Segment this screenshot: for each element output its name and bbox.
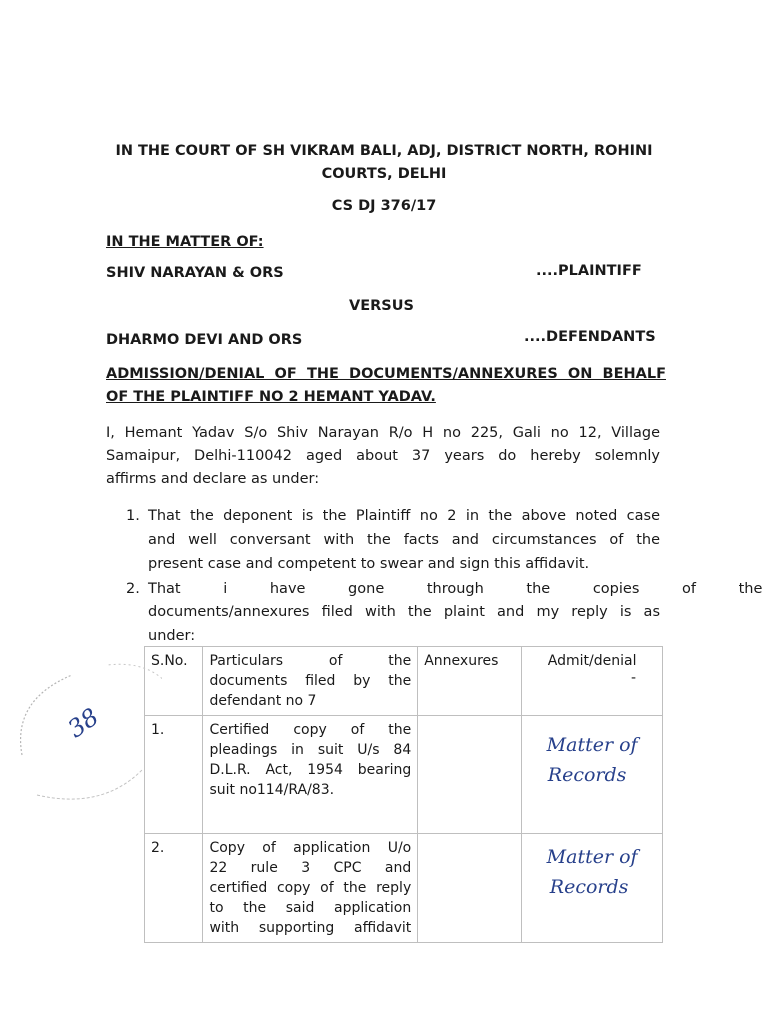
row-1-handwriting-line1: Matter of	[546, 734, 638, 756]
row-2-handwriting-line1: Matter of	[546, 846, 638, 868]
point-1-line3: present case and competent to swear and sign this affidavit.	[148, 556, 590, 572]
table-row	[145, 834, 663, 943]
header-annexures	[418, 647, 522, 716]
header-annexures-text: Annexures	[424, 653, 499, 669]
row-1-line3: D.L.R. Act, 1954 bearing	[209, 762, 412, 778]
point-1-line2: and well conversant with the facts and circumstances of the	[148, 532, 660, 548]
document-title-line2: OF THE PLAINTIFF NO 2 HEMANT YADAV.	[106, 389, 436, 405]
header-particulars-line3: defendant no 7	[209, 693, 317, 709]
header-particulars	[203, 647, 418, 716]
point-2-line3: under:	[148, 628, 196, 644]
row-2-line4: to the said application	[209, 900, 412, 916]
row-2-annexures	[418, 834, 522, 943]
row-1-admit-denial	[522, 716, 663, 834]
plaintiff-role: ....PLAINTIFF	[536, 263, 642, 279]
versus-label: VERSUS	[349, 298, 414, 314]
court-heading-line2: COURTS, DELHI	[321, 166, 447, 182]
row-2-line1: Copy of application U/o	[209, 840, 412, 856]
intro-line3: affirms and declare as under:	[106, 471, 320, 487]
header-particulars-line1: Particulars of the	[209, 653, 412, 669]
row-2-handwriting-line2: Records	[549, 876, 629, 898]
point-2-line2: documents/annexures filed with the plaint and my reply is as	[148, 604, 660, 620]
point-2-number: 2.	[126, 581, 140, 597]
row-1-sno: 1.	[145, 716, 203, 834]
header-admit-denial	[522, 647, 663, 716]
row-2-sno: 2.	[145, 834, 203, 943]
point-1-line1: That the deponent is the Plaintiff no 2 in the above noted case	[148, 508, 660, 524]
plaintiff-name: SHIV NARAYAN & ORS	[106, 265, 284, 281]
header-admit-mark: -	[630, 670, 636, 686]
header-admit-text: Admit/denial	[547, 653, 637, 669]
defendant-name: DHARMO DEVI AND ORS	[106, 332, 303, 348]
documents-table	[144, 646, 663, 943]
row-2-line2: 22 rule 3 CPC and	[209, 860, 412, 876]
point-2-line1: That i have gone through the copies of the	[148, 581, 763, 597]
row-2-line5: with supporting affidavit	[209, 920, 412, 936]
row-2-particulars	[203, 834, 418, 943]
document-title-line1: ADMISSION/DENIAL OF THE DOCUMENTS/ANNEXURES ON BEHALF	[106, 366, 666, 382]
table-header-row	[145, 647, 663, 716]
court-heading-line1: IN THE COURT OF SH VIKRAM BALI, ADJ, DISTRICT NORTH, ROHINI	[115, 143, 653, 159]
header-sno	[145, 647, 203, 716]
row-2-line3: certified copy of the reply	[209, 880, 412, 896]
row-2-admit-denial	[522, 834, 663, 943]
row-1-handwriting-line2: Records	[547, 764, 627, 786]
defendant-role: ....DEFENDANTS	[524, 329, 656, 345]
intro-line1: I, Hemant Yadav S/o Shiv Narayan R/o H no 225, Gali no 12, Village	[106, 425, 660, 441]
row-1-annexures	[418, 716, 522, 834]
row-1-line1: Certified copy of the	[209, 722, 412, 738]
row-1-line2: pleadings in suit U/s 84	[209, 742, 412, 758]
intro-line2: Samaipur, Delhi-110042 aged about 37 years do hereby solemnly	[106, 448, 660, 464]
row-1-particulars	[203, 716, 418, 834]
header-sno-text: S.No.	[151, 653, 188, 669]
matter-heading: IN THE MATTER OF:	[106, 234, 264, 250]
row-1-line4: suit no114/RA/83.	[209, 782, 335, 798]
case-number: CS DJ 376/17	[331, 198, 437, 214]
margin-number: 38	[62, 702, 104, 744]
header-particulars-line2: documents filed by the	[209, 673, 412, 689]
point-1-number: 1.	[126, 508, 140, 524]
table-row	[145, 716, 663, 834]
